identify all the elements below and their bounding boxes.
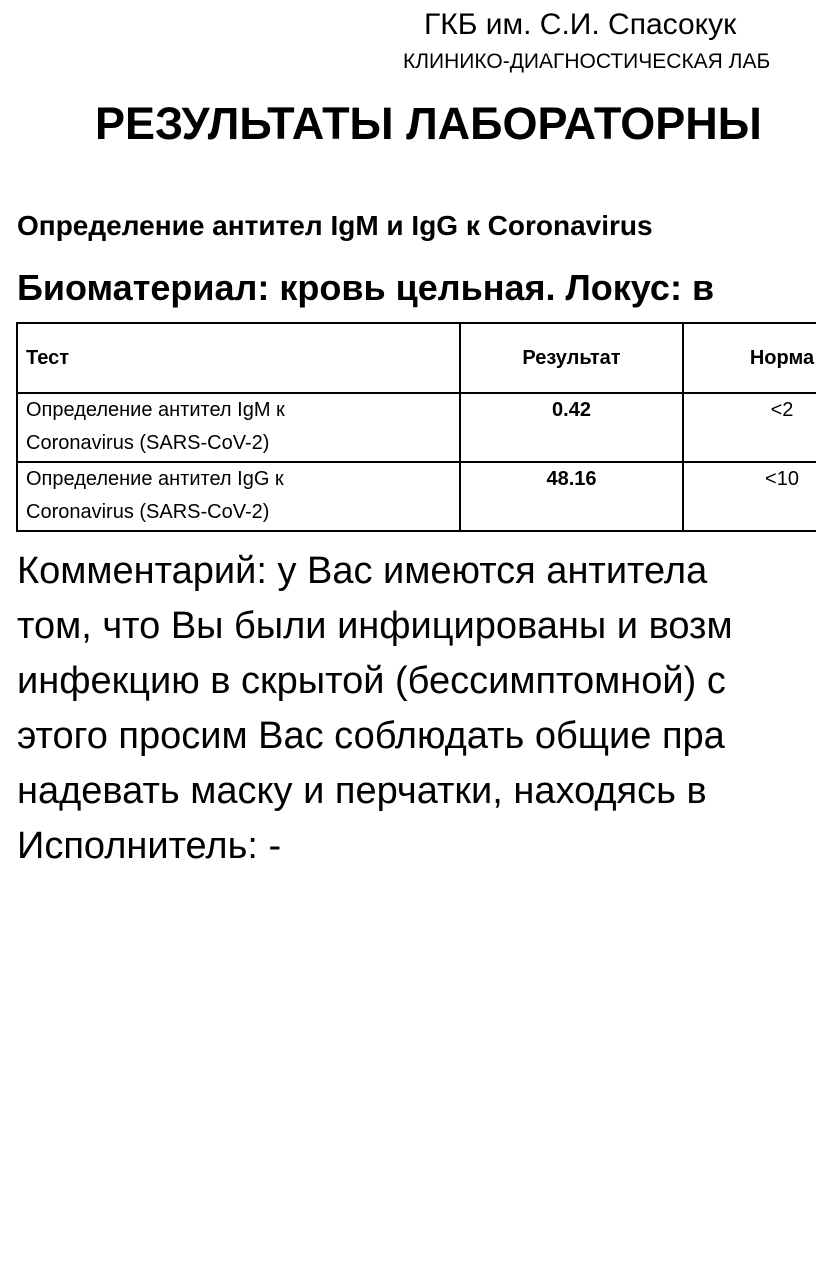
laboratory-name: КЛИНИКО-ДИАГНОСТИЧЕСКАЯ ЛАБ xyxy=(403,50,771,73)
column-header-norm: Норма xyxy=(683,323,816,393)
result-value-cell: 48.16 xyxy=(460,462,683,531)
comment-line: инфекцию в скрытой (бессимптомной) с xyxy=(17,660,726,702)
result-value-cell: 0.42 xyxy=(460,393,683,462)
norm-value-cell: <10 xyxy=(683,462,816,531)
test-name-line: Определение антител IgM к xyxy=(26,399,285,421)
norm-value-cell: <2 xyxy=(683,393,816,462)
test-name-cell xyxy=(17,462,460,531)
test-name-line: Определение антител IgG к xyxy=(26,468,284,490)
table-row xyxy=(17,393,816,462)
test-name-line: Coronavirus (SARS-CoV-2) xyxy=(26,501,270,523)
biomaterial-line: Биоматериал: кровь цельная. Локус: в xyxy=(17,267,715,308)
column-header-test: Тест xyxy=(17,323,460,393)
test-name-line: Coronavirus (SARS-CoV-2) xyxy=(26,432,270,454)
comment-line: том, что Вы были инфицированы и возм xyxy=(17,605,733,647)
test-subtitle: Определение антител IgM и IgG к Coronavirus xyxy=(17,210,653,241)
hospital-name: ГКБ им. С.И. Спасокук xyxy=(424,8,737,41)
test-name-cell xyxy=(17,393,460,462)
table-row xyxy=(17,462,816,531)
column-header-result: Результат xyxy=(460,323,683,393)
comment-block xyxy=(17,544,816,874)
executor-line: Исполнитель: - xyxy=(17,825,282,867)
comment-line: этого просим Вас соблюдать общие пра xyxy=(17,715,725,757)
results-table xyxy=(16,322,816,532)
comment-line: Комментарий: у Вас имеются антитела xyxy=(17,550,708,592)
comment-line: надевать маску и перчатки, находясь в xyxy=(17,770,707,812)
table-header-row xyxy=(17,323,816,393)
document-title: РЕЗУЛЬТАТЫ ЛАБОРАТОРНЫ xyxy=(95,98,762,149)
